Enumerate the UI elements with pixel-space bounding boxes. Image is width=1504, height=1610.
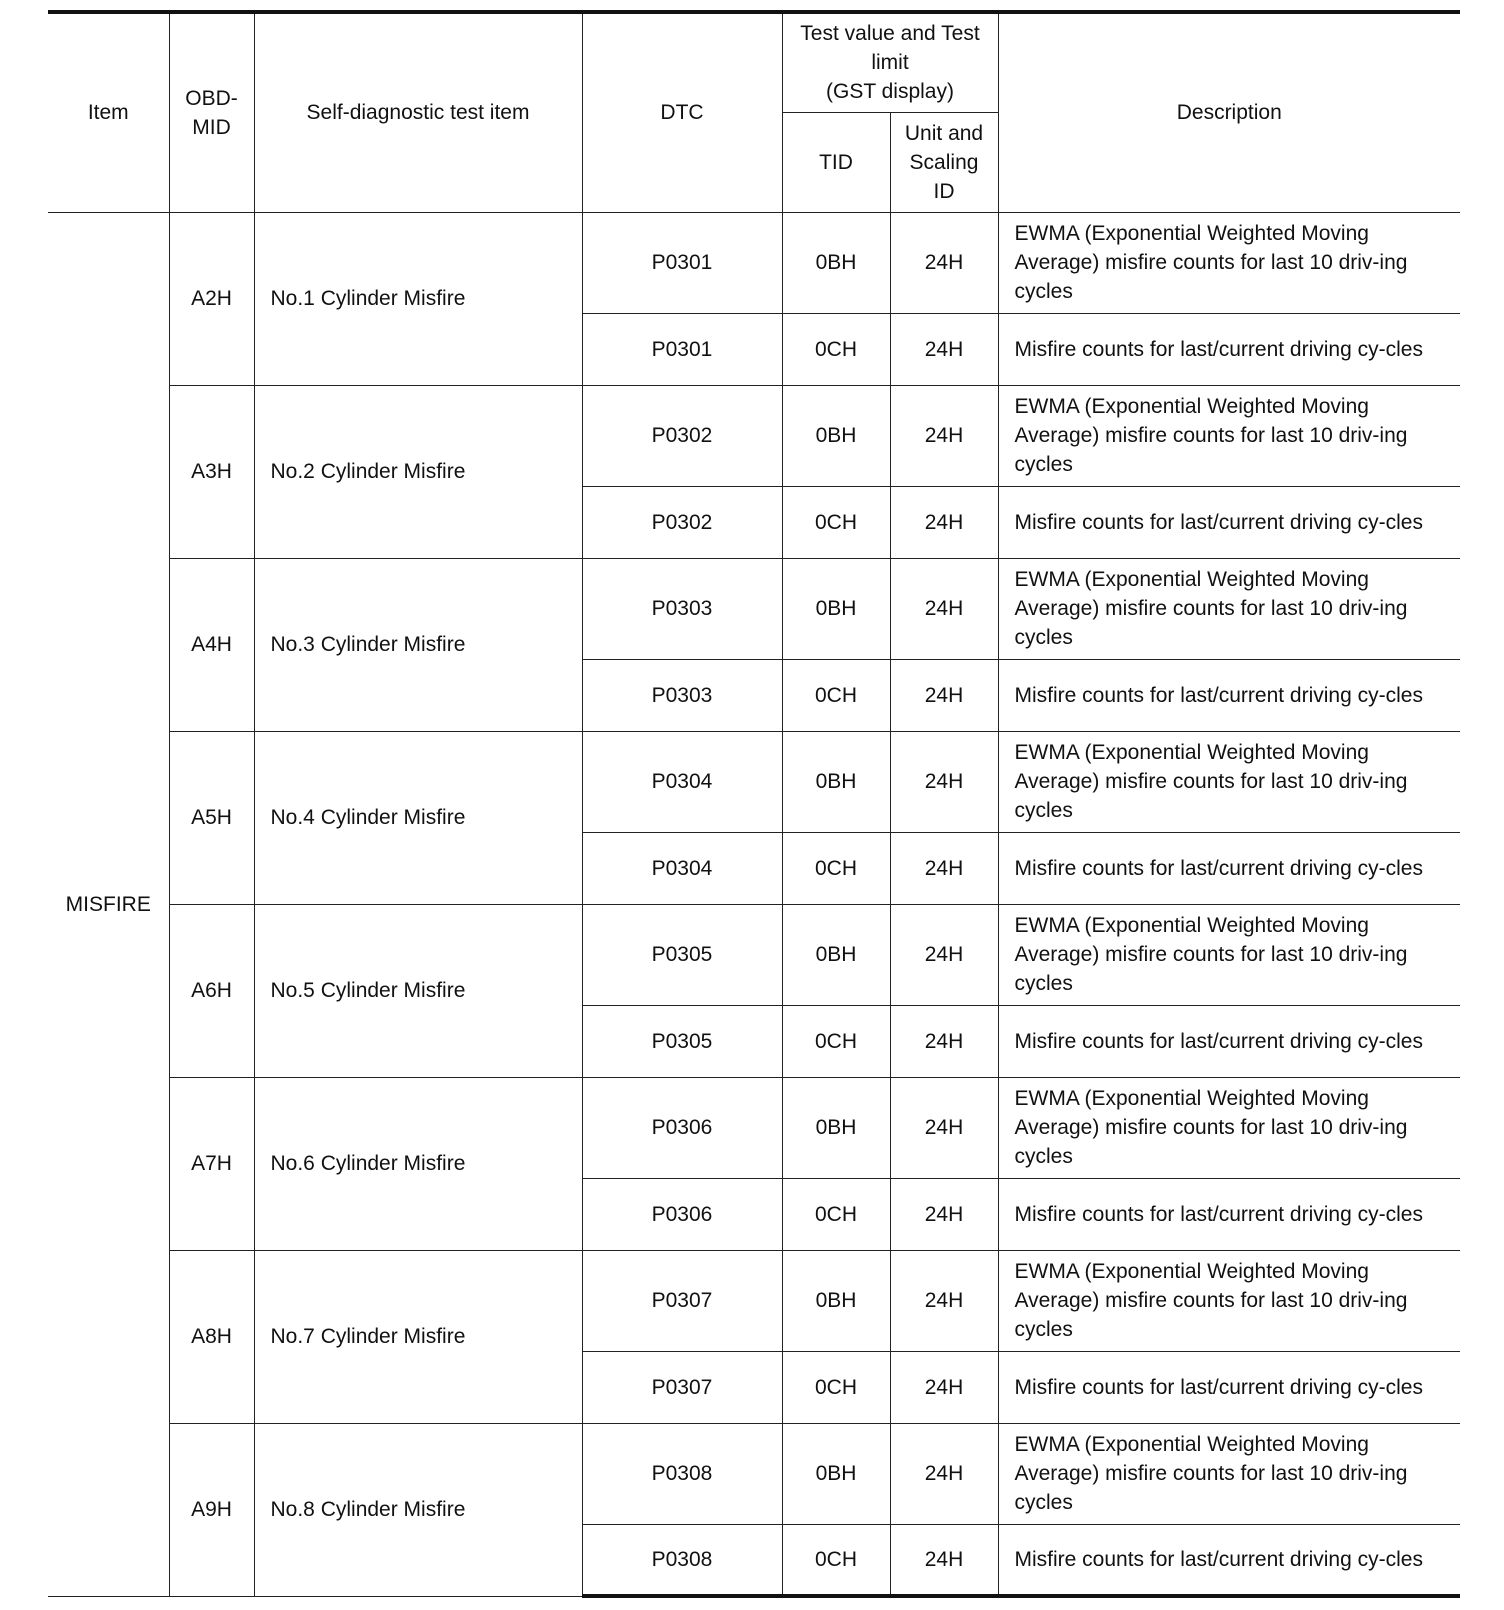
obd-mid-cell: A7H [169, 1077, 254, 1250]
unit-scaling-id-cell: 24H [890, 1351, 998, 1423]
table-row [48, 1250, 1460, 1351]
dtc-cell: P0302 [582, 486, 782, 558]
dtc-cell: P0302 [582, 385, 782, 486]
dtc-cell: P0304 [582, 731, 782, 832]
dtc-cell: P0305 [582, 904, 782, 1005]
unit-scaling-id-cell: 24H [890, 659, 998, 731]
header-obd-mid: OBD- MID [169, 12, 254, 212]
header-unit-and-scaling-id: Unit and Scaling ID [890, 112, 998, 212]
obd-mid-cell: A9H [169, 1423, 254, 1596]
obd-mid-cell: A2H [169, 212, 254, 385]
tid-cell: 0CH [782, 1178, 890, 1250]
unit-scaling-id-cell: 24H [890, 1178, 998, 1250]
tid-cell: 0BH [782, 1250, 890, 1351]
table-row [48, 558, 1460, 659]
unit-scaling-id-cell: 24H [890, 1077, 998, 1178]
description-cell: EWMA (Exponential Weighted Moving Average) misfire counts for last 10 driv-ing cycles [998, 558, 1460, 659]
test-item-cell: No.2 Cylinder Misfire [254, 385, 582, 558]
test-item-cell: No.8 Cylinder Misfire [254, 1423, 582, 1596]
description-cell: Misfire counts for last/current driving cy-cles [998, 1351, 1460, 1423]
unit-scaling-id-cell: 24H [890, 558, 998, 659]
dtc-cell: P0303 [582, 558, 782, 659]
misfire-test-table [48, 10, 1460, 1598]
description-cell: EWMA (Exponential Weighted Moving Average) misfire counts for last 10 driv-ing cycles [998, 1250, 1460, 1351]
table-row [48, 212, 1460, 313]
table-row [48, 904, 1460, 1005]
tid-cell: 0BH [782, 1423, 890, 1524]
tid-cell: 0BH [782, 212, 890, 313]
table-row [48, 1077, 1460, 1178]
unit-scaling-id-cell: 24H [890, 1250, 998, 1351]
header-test-value-and-limit: Test value and Test limit (GST display) [782, 12, 998, 112]
table-row [48, 1423, 1460, 1524]
obd-mid-cell: A8H [169, 1250, 254, 1423]
test-item-cell: No.5 Cylinder Misfire [254, 904, 582, 1077]
tid-cell: 0BH [782, 558, 890, 659]
tid-cell: 0BH [782, 1077, 890, 1178]
unit-scaling-id-cell: 24H [890, 731, 998, 832]
unit-scaling-id-cell: 24H [890, 904, 998, 1005]
description-cell: EWMA (Exponential Weighted Moving Average) misfire counts for last 10 driv-ing cycles [998, 1423, 1460, 1524]
header-tid: TID [782, 112, 890, 212]
dtc-cell: P0301 [582, 212, 782, 313]
obd-mid-cell: A5H [169, 731, 254, 904]
tid-cell: 0CH [782, 1005, 890, 1077]
description-cell: EWMA (Exponential Weighted Moving Average) misfire counts for last 10 driv-ing cycles [998, 212, 1460, 313]
dtc-cell: P0306 [582, 1178, 782, 1250]
test-item-cell: No.6 Cylinder Misfire [254, 1077, 582, 1250]
unit-scaling-id-cell: 24H [890, 1423, 998, 1524]
tid-cell: 0CH [782, 486, 890, 558]
dtc-cell: P0304 [582, 832, 782, 904]
tid-cell: 0CH [782, 313, 890, 385]
description-cell: Misfire counts for last/current driving cy-cles [998, 832, 1460, 904]
tid-cell: 0CH [782, 832, 890, 904]
test-item-cell: No.7 Cylinder Misfire [254, 1250, 582, 1423]
header-item: Item [48, 12, 169, 212]
table-row [48, 731, 1460, 832]
description-cell: Misfire counts for last/current driving cy-cles [998, 313, 1460, 385]
test-item-cell: No.1 Cylinder Misfire [254, 212, 582, 385]
obd-mid-cell: A3H [169, 385, 254, 558]
tid-cell: 0CH [782, 1351, 890, 1423]
description-cell: EWMA (Exponential Weighted Moving Average) misfire counts for last 10 driv-ing cycles [998, 1077, 1460, 1178]
unit-scaling-id-cell: 24H [890, 832, 998, 904]
dtc-cell: P0301 [582, 313, 782, 385]
obd-mid-cell: A4H [169, 558, 254, 731]
header-description: Description [998, 12, 1460, 212]
header-self-diagnostic-test-item: Self-diagnostic test item [254, 12, 582, 212]
header-dtc: DTC [582, 12, 782, 212]
unit-scaling-id-cell: 24H [890, 486, 998, 558]
description-cell: Misfire counts for last/current driving cy-cles [998, 1178, 1460, 1250]
description-cell: Misfire counts for last/current driving cy-cles [998, 1524, 1460, 1596]
description-cell: Misfire counts for last/current driving cy-cles [998, 659, 1460, 731]
test-item-cell: No.3 Cylinder Misfire [254, 558, 582, 731]
dtc-cell: P0308 [582, 1524, 782, 1596]
unit-scaling-id-cell: 24H [890, 212, 998, 313]
unit-scaling-id-cell: 24H [890, 1524, 998, 1596]
description-cell: Misfire counts for last/current driving cy-cles [998, 486, 1460, 558]
test-item-cell: No.4 Cylinder Misfire [254, 731, 582, 904]
dtc-cell: P0303 [582, 659, 782, 731]
dtc-cell: P0307 [582, 1250, 782, 1351]
dtc-cell: P0306 [582, 1077, 782, 1178]
item-cell: MISFIRE [48, 212, 169, 1596]
tid-cell: 0CH [782, 659, 890, 731]
dtc-cell: P0308 [582, 1423, 782, 1524]
description-cell: EWMA (Exponential Weighted Moving Average) misfire counts for last 10 driv-ing cycles [998, 385, 1460, 486]
obd-mid-cell: A6H [169, 904, 254, 1077]
tid-cell: 0BH [782, 904, 890, 1005]
description-cell: Misfire counts for last/current driving cy-cles [998, 1005, 1460, 1077]
description-cell: EWMA (Exponential Weighted Moving Average) misfire counts for last 10 driv-ing cycles [998, 904, 1460, 1005]
tid-cell: 0BH [782, 385, 890, 486]
dtc-cell: P0305 [582, 1005, 782, 1077]
unit-scaling-id-cell: 24H [890, 385, 998, 486]
tid-cell: 0BH [782, 731, 890, 832]
dtc-cell: P0307 [582, 1351, 782, 1423]
unit-scaling-id-cell: 24H [890, 1005, 998, 1077]
table-row [48, 385, 1460, 486]
unit-scaling-id-cell: 24H [890, 313, 998, 385]
description-cell: EWMA (Exponential Weighted Moving Average) misfire counts for last 10 driv-ing cycles [998, 731, 1460, 832]
tid-cell: 0CH [782, 1524, 890, 1596]
